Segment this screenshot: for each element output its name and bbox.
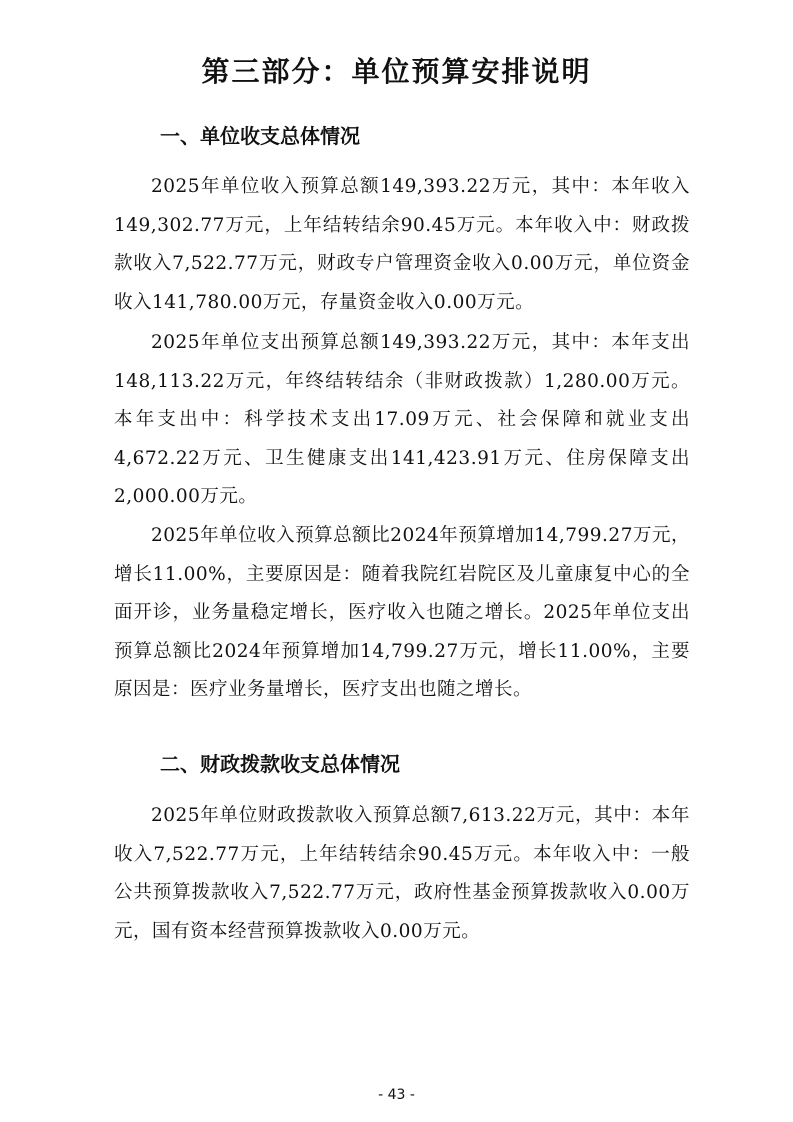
paragraph-change-reason: 2025年单位收入预算总额比2024年预算增加14,799.27万元，增长11.00%，主要原因是：随着我院红岩院区及儿童康复中心的全面开诊，业务量稳定增长，医疗收入也随之增长。2025年单位支出预算总额比2024年预算增加14,799.27万元，增长11.00%，主要原因是：医疗业务量增长，医疗支出也随之增长。 [114,525,690,700]
paragraph-fiscal-appropriation: 2025年单位财政拨款收入预算总额7,613.22万元，其中：本年收入7,522.77万元，上年结转结余90.45万元。本年收入中：一般公共预算拨款收入7,522.77万元，政府性基金预算拨款收入0.00万元，国有资本经营预算拨款收入0.00万元。 [114,805,690,942]
paragraph-expenditure: 2025年单位支出预算总额149,393.22万元，其中：本年支出148,113.22万元，年终结转结余（非财政拨款）1,280.00万元。本年支出中：科学技术支出17.09万元、社会保障和就业支出4,672.22万元、卫生健康支出141,423.91万元、住房保障支出2,000.00万元。 [114,332,690,507]
page-title: 第三部分：单位预算安排说明 [201,55,592,88]
paragraph-income: 2025年单位收入预算总额149,393.22万元，其中：本年收入149,302.77万元，上年结转结余90.45万元。本年收入中：财政拨款收入7,522.77万元，财政专户管理资金收入0.00万元，单位资金收入141,780.00万元，存量资金收入0.00万元。 [114,176,690,313]
section-heading-1: 一、单位收支总体情况 [160,124,360,148]
section-heading-2: 二、财政拨款收支总体情况 [160,752,400,776]
page-number: - 43 - [378,1087,415,1103]
